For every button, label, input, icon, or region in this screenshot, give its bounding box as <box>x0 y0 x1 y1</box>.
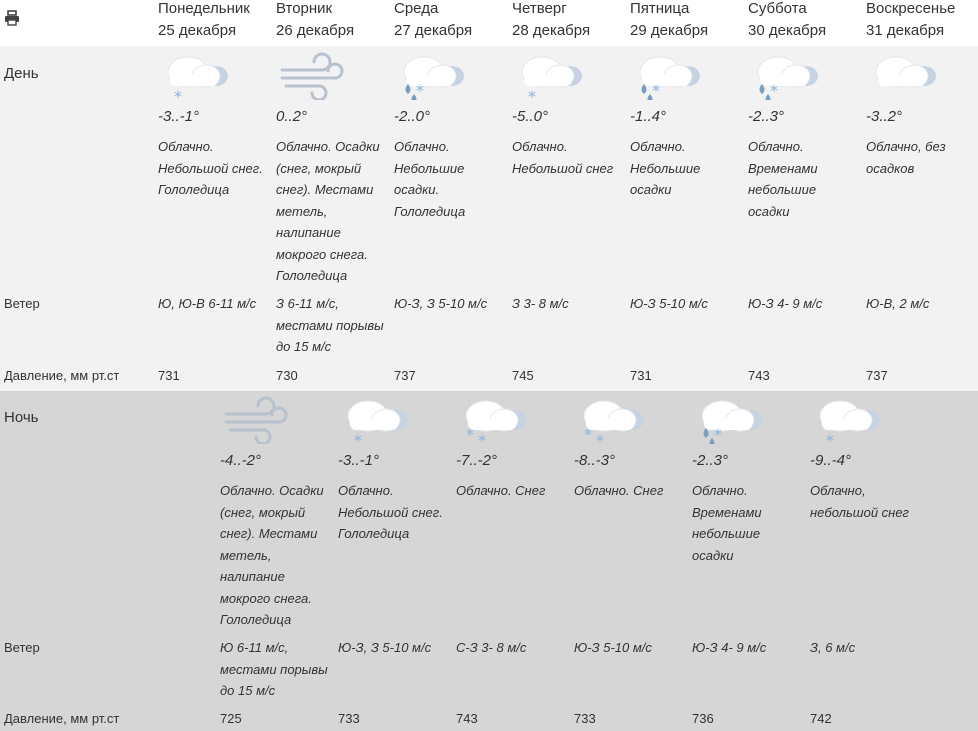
temperature: -7..-2° <box>456 452 498 469</box>
wind-value: Ю, Ю-В 6-11 м/с <box>158 296 257 311</box>
night-label: Ночь <box>4 409 39 426</box>
wind-value: З 3- 8 м/с <box>512 296 569 311</box>
cloud-sleet-icon <box>394 50 470 100</box>
condition-description: Облачно. Осадки (снег, мокрый снег). Местами метель, налипание мокрого снега. Гололедица <box>276 139 380 283</box>
date-label: 30 декабря <box>748 22 827 39</box>
day-column-header <box>394 0 472 42</box>
temperature: -4..-2° <box>220 452 262 469</box>
weekday-label: Пятница <box>630 0 690 17</box>
day-column-header <box>748 0 826 42</box>
temperature: -3..-1° <box>338 452 380 469</box>
night-pressure-label: Давление, мм рт.ст <box>4 711 120 726</box>
wind-value: Ю-З 5-10 м/с <box>574 640 652 655</box>
day-column-header <box>630 0 708 42</box>
cloud-light-snow-icon <box>512 50 588 100</box>
condition-description: Облачно. Небольшие осадки. Гололедица <box>394 139 466 219</box>
temperature: -2..3° <box>692 452 729 469</box>
svg-text:*: * <box>714 425 722 444</box>
wind-value: Ю-З 5-10 м/с <box>630 296 708 311</box>
weekday-label: Воскресенье <box>866 0 956 17</box>
temperature: -8..-3° <box>574 452 616 469</box>
weekday-label: Четверг <box>512 0 567 17</box>
svg-text:*: * <box>528 87 536 100</box>
cloud-icon <box>866 50 942 100</box>
temperature: 0..2° <box>276 108 308 125</box>
temperature: -3..2° <box>866 108 903 125</box>
pressure-value: 725 <box>220 711 242 726</box>
date-label: 28 декабря <box>512 22 591 39</box>
cloud-light-snow-icon <box>810 394 886 444</box>
day-label: День <box>4 65 39 82</box>
weekday-label: Вторник <box>276 0 333 17</box>
cloud-sleet-icon <box>630 50 706 100</box>
pressure-value: 745 <box>512 368 534 383</box>
cloud-light-snow-icon <box>158 50 234 100</box>
condition-description: Облачно. Временами небольшие осадки <box>692 483 762 563</box>
date-label: 26 декабря <box>276 22 355 39</box>
weekday-label: Понедельник <box>158 0 250 17</box>
pressure-value: 731 <box>158 368 180 383</box>
condition-description: Облачно. Осадки (снег, мокрый снег). Местами метель, налипание мокрого снега. Гололедица <box>220 483 324 627</box>
day-column-header <box>276 0 354 42</box>
pressure-value: 737 <box>394 368 416 383</box>
cloud-sleet-icon <box>748 50 824 100</box>
day-column-header <box>512 0 590 42</box>
svg-text:*: * <box>466 425 474 444</box>
pressure-value: 730 <box>276 368 298 383</box>
pressure-value: 743 <box>456 711 478 726</box>
svg-text:*: * <box>652 81 660 100</box>
date-label: 31 декабря <box>866 22 945 39</box>
wind-value: Ю-З 4- 9 м/с <box>748 296 823 311</box>
day-wind-label: Ветер <box>4 296 40 311</box>
condition-description: Облачно. Небольшой снег. Гололедица <box>158 139 263 197</box>
svg-text:*: * <box>354 431 362 444</box>
temperature: -2..0° <box>394 108 431 125</box>
day-pressure-label: Давление, мм рт.ст <box>4 368 120 383</box>
wind-value: Ю 6-11 м/с, местами порывы до 15 м/с <box>220 640 328 698</box>
temperature: -5..0° <box>512 108 549 125</box>
print-icon[interactable] <box>4 10 20 26</box>
condition-description: Облачно. Небольшой снег <box>512 139 614 176</box>
temperature: -9..-4° <box>810 452 852 469</box>
date-label: 25 декабря <box>158 22 237 39</box>
pressure-value: 737 <box>866 368 888 383</box>
day-column-header <box>866 0 955 42</box>
pressure-value: 742 <box>810 711 832 726</box>
svg-text:*: * <box>174 87 182 100</box>
wind-value: Ю-З, З 5-10 м/с <box>394 296 488 311</box>
condition-description: Облачно. Небольшие осадки <box>630 139 701 197</box>
wind-value: З 6-11 м/с, местами порывы до 15 м/с <box>276 296 384 354</box>
cloud-snow-icon <box>574 394 650 444</box>
svg-text:*: * <box>826 431 834 444</box>
weekday-label: Среда <box>394 0 439 17</box>
svg-text:*: * <box>416 81 424 100</box>
temperature: -3..-1° <box>158 108 200 125</box>
cloud-sleet-icon <box>692 394 768 444</box>
pressure-value: 743 <box>748 368 770 383</box>
day-column-header <box>158 0 250 42</box>
svg-text:*: * <box>584 425 592 444</box>
pressure-value: 733 <box>574 711 596 726</box>
condition-description: Облачно, небольшой снег <box>810 483 909 520</box>
svg-text:*: * <box>770 81 778 100</box>
date-label: 29 декабря <box>630 22 709 39</box>
cloud-light-snow-icon <box>338 394 414 444</box>
condition-description: Облачно. Небольшой снег. Гололедица <box>338 483 443 541</box>
night-wind-label: Ветер <box>4 640 40 655</box>
temperature: -2..3° <box>748 108 785 125</box>
svg-text:*: * <box>596 431 604 444</box>
pressure-value: 736 <box>692 711 714 726</box>
date-label: 27 декабря <box>394 22 473 39</box>
wind-icon <box>220 394 296 444</box>
svg-text:*: * <box>478 431 486 444</box>
wind-value: Ю-В, 2 м/с <box>866 296 930 311</box>
pressure-value: 731 <box>630 368 652 383</box>
condition-description: Облачно. Снег <box>574 483 664 498</box>
condition-description: Облачно. Временами небольшие осадки <box>748 139 818 219</box>
wind-value: Ю-З 4- 9 м/с <box>692 640 767 655</box>
wind-value: Ю-З, З 5-10 м/с <box>338 640 432 655</box>
condition-description: Облачно, без осадков <box>866 139 946 176</box>
wind-value: С-З 3- 8 м/с <box>456 640 527 655</box>
temperature: -1..4° <box>630 108 667 125</box>
weekday-label: Суббота <box>748 0 807 17</box>
cloud-snow-icon <box>456 394 532 444</box>
wind-value: З, 6 м/с <box>810 640 856 655</box>
condition-description: Облачно. Снег <box>456 483 546 498</box>
pressure-value: 733 <box>338 711 360 726</box>
wind-icon <box>276 50 352 100</box>
